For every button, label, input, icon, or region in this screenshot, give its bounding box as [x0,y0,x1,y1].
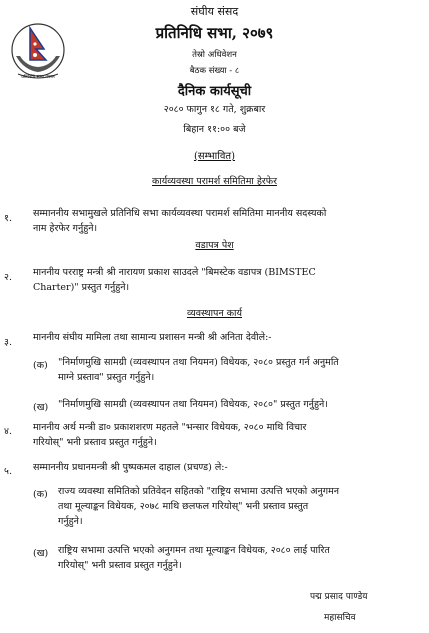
sub-item-label: (ख) [33,402,49,413]
page-title: दैनिक कार्यसूची [177,84,252,99]
sub-item-label: (ख) [33,548,49,559]
list-item: "निर्माणमुखि सामग्री (व्यवस्थापन तथा नियमन) विधेयक, २०८०" प्रस्तुत गर्नुहुने। [58,399,328,410]
logo-caption: प्रतिनिधि सभा नेपाल [21,75,55,80]
list-item: सम्माननीय प्रधानमन्त्री श्री पुष्पकमल दाहाल (प्रचण्ड) ले:- [33,462,228,473]
item-number: ५. [4,466,12,477]
section-heading: कार्यव्यवस्था परामर्श समितिमा हेरफेर [151,176,277,187]
list-item: "निर्माणमुखि सामग्री (व्यवस्थापन तथा नियमन) विधेयक, २०८० प्रस्तुत गर्न अनुमति माग्ने प्रस्ताव" प्रस्तुत गर्नुहुने। [58,357,339,383]
org-name: संघीय संसद [190,5,239,18]
item-number: १. [4,213,12,224]
list-item: राज्य व्यवस्था समितिको प्रतिवेदन सहितको "राष्ट्रिय सभामा उत्पत्ति भएको अनुगमन तथा मूल्याङ्कन विधेयक, २०७८ माथि छलफल गरियोस्" भनी प्रस्ताव प्रस्तुत गर्नुहुने। [58,486,340,527]
house-title: प्रतिनिधि सभा, २०७९ [155,24,274,42]
section-heading: वडापत्र पेश [195,240,234,251]
session-text: तेस्रो अधिवेशन [192,50,237,60]
sub-item-label: (क) [33,489,48,500]
list-item: माननीय अर्थ मन्त्री डा० प्रकाशशरण महतले "भन्सार विधेयक, २०८० माथि विचार गरियोस्" भनी प्रस्ताव प्रस्तुत गर्नुहुने। [33,422,307,448]
meeting-number: बैठक संख्या - ८ [189,66,240,76]
list-item: माननीय परराष्ट्र मन्त्री श्री नारायण प्रकाश साउदले "बिमस्टेक वडापत्र (BIMSTEC Charter)" प्रस्तुत गर्नुहुने। [33,267,316,293]
item-number: ३. [4,337,12,348]
tentative-label: (सम्भावित) [193,151,236,162]
date-text: २०८० फागुन १८ गते, शुक्रबार [163,104,266,115]
signatory-title: महासचिव [324,613,356,623]
list-item: सम्माननीय सभामुखले प्रतिनिधि सभा कार्यव्यवस्था परामर्श समितिमा माननीय सदस्यको नाम हेरफेर गर्नुहुने। [33,208,327,234]
list-item: माननीय संघीय मामिला तथा सामान्य प्रशासन मन्त्री श्री अनिता देवीले:- [33,332,272,343]
item-number: ४. [4,426,12,437]
time-text: बिहान ११:०० बजे [183,124,246,135]
sub-item-label: (क) [33,360,48,371]
list-item: राष्ट्रिय सभामा उत्पत्ति भएको अनुगमन तथा मूल्याङ्कन विधेयक, २०८० लाई पारित गरियोस्" भनी प्रस्ताव प्रस्तुत गर्नुहुने। [58,545,330,571]
section-heading: व्यवस्थापन कार्य [186,308,243,319]
signatory-name: पद्म प्रसाद पाण्डेय [310,592,368,602]
item-number: २. [4,272,12,283]
